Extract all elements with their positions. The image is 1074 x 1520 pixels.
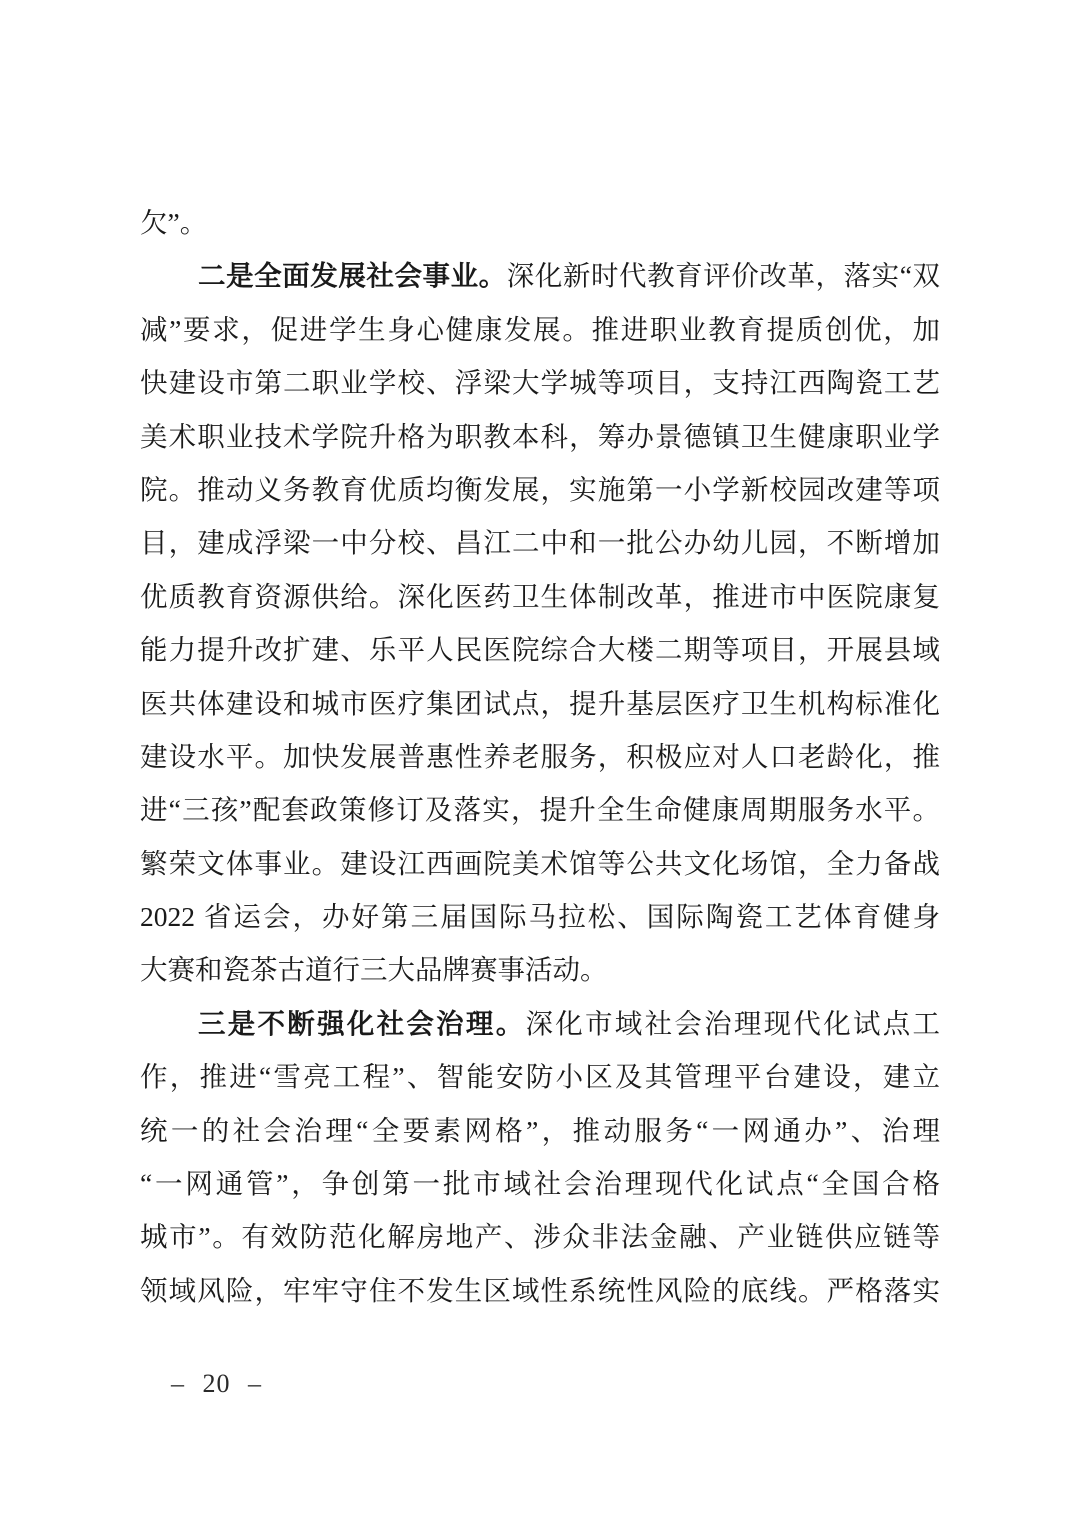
text-line: 繁荣文体事业。建设江西画院美术馆等公共文化场馆，全力备战 [140, 847, 940, 879]
paragraph-first-line: 二是全面发展社会事业。深化新时代教育评价改革，落实“双 [198, 260, 940, 292]
text-line: 统一的社会治理“全要素网格”，推动服务“一网通办”、治理 [140, 1114, 940, 1146]
text-line: 减”要求，促进学生身心健康发展。推进职业教育提质创优，加 [140, 313, 940, 345]
text-line: 城市”。有效防范化解房地产、涉众非法金融、产业链供应链等 [140, 1221, 940, 1253]
text-line: 能力提升改扩建、乐平人民医院综合大楼二期等项目，开展县域 [140, 634, 940, 666]
text-line: 领域风险，牢牢守住不发生区域性系统性风险的底线。严格落实 [140, 1274, 940, 1306]
text-line: 院。推动义务教育优质均衡发展，实施第一小学新校园改建等项 [140, 473, 940, 505]
paragraph-first-line: 三是不断强化社会治理。深化市域社会治理现代化试点工 [198, 1007, 940, 1039]
document-body [140, 196, 940, 1317]
page-number: – 20 – [171, 1369, 262, 1398]
text-line: 大赛和瓷茶古道行三大品牌赛事活动。 [140, 954, 608, 986]
text-line: 2022 省运会，办好第三届国际马拉松、国际陶瓷工艺体育健身 [140, 901, 940, 933]
text-line: 目，建成浮梁一中分校、昌江二中和一批公办幼儿园，不断增加 [140, 527, 940, 559]
text-line: 作，推进“雪亮工程”、智能安防小区及其管理平台建设，建立 [140, 1061, 940, 1093]
text-line: 美术职业技术学院升格为职教本科，筹办景德镇卫生健康职业学 [140, 420, 940, 452]
text-line: “一网通管”，争创第一批市域社会治理现代化试点“全国合格 [140, 1168, 940, 1200]
text-line: 医共体建设和城市医疗集团试点，提升基层医疗卫生机构标准化 [140, 687, 940, 719]
text-line: 快建设市第二职业学校、浮梁大学城等项目，支持江西陶瓷工艺 [140, 367, 940, 399]
paragraph-heading: 三是不断强化社会治理。 [198, 1007, 526, 1039]
text-line: 欠”。 [140, 207, 208, 238]
paragraph-heading: 二是全面发展社会事业。 [198, 260, 507, 292]
text-line: 优质教育资源供给。深化医药卫生体制改革，推进市中医院康复 [140, 580, 940, 612]
text-line: 建设水平。加快发展普惠性养老服务，积极应对人口老龄化，推 [140, 740, 940, 772]
text-line: 进“三孩”配套政策修订及落实，提升全生命健康周期服务水平。 [140, 794, 940, 826]
